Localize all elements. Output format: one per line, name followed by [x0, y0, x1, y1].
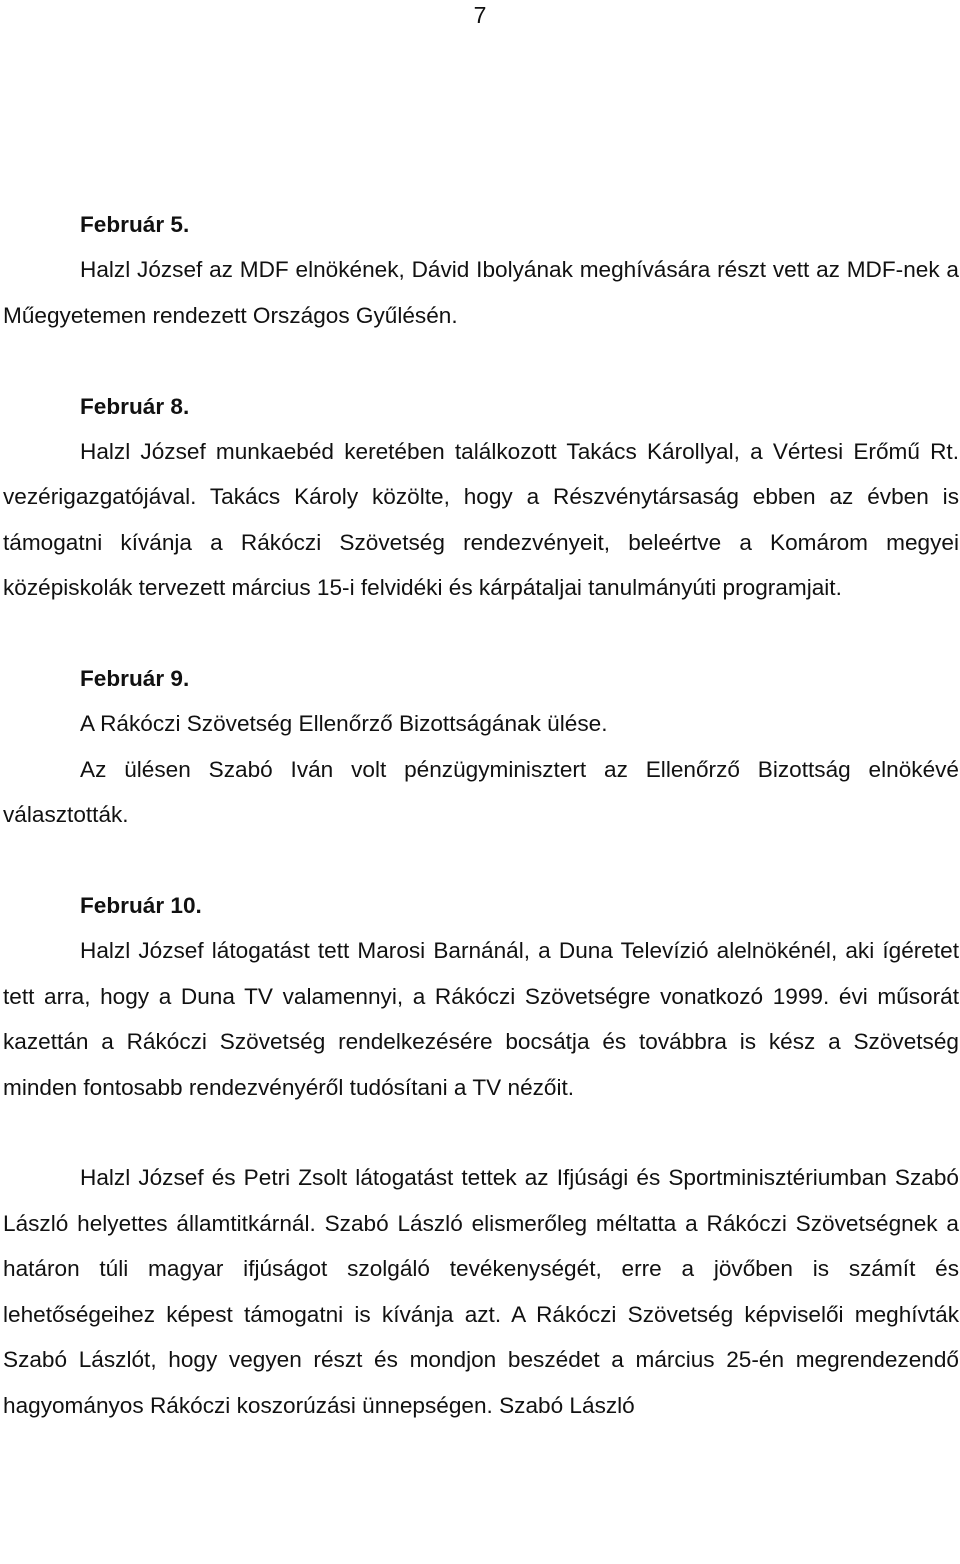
entry-date: Február 5. — [80, 212, 190, 237]
entry-feb-5 — [3, 202, 959, 338]
entry-paragraph: Az ülésen Szabó Iván volt pénzügyminisztert az Ellenőrző Bizottság elnökévé választották. — [3, 756, 959, 828]
entry-date: Február 9. — [80, 666, 190, 692]
entry-feb-8 — [3, 384, 959, 611]
entry-paragraph: Halzl József az MDF elnökének, Dávid Ibolyának meghívására részt vett az MDF-nek a Műegyetemen rendezett Országos Gyűlésén. — [3, 257, 959, 328]
entry-paragraph: A Rákóczi Szövetség Ellenőrző Bizottságának ülése. — [80, 711, 608, 737]
document-body — [3, 202, 959, 1473]
entry-paragraph: Halzl József munkaebéd keretében találkozott Takács Károllyal, a Vértesi Erőmű Rt. vezérigazgatójával. Takács Károly közölte, hogy a Részvénytársaság ebben az évben is támogatni kívánja a Rákóczi Szövetség rendezvényeit, beleértve a Komárom megyei középiskolák tervezett március 15-i felvidéki és kárpátaljai tanulmányúti programjait. — [3, 439, 959, 601]
entry-feb-10-continued — [3, 1155, 959, 1427]
entry-feb-10 — [3, 883, 959, 1110]
entry-date: Február 10. — [80, 893, 202, 919]
entry-paragraph: Halzl József és Petri Zsolt látogatást tettek az Ifjúsági és Sportminisztériumban Szabó László helyettes államtitkárnál. Szabó László elismerőleg méltatta a Rákóczi Szövetségnek a határon túli magyar ifjúságot szolgáló tevékenységét, erre a jövőben is számít és lehetőségeihez képest támogatni is kívánja azt. A Rákóczi Szövetség képviselői meghívták Szabó Lászlót, hogy vegyen részt és mondjon beszédet a március 25-én megrendezendő hagyományos Rákóczi koszorúzási ünnepségen. Szabó László — [3, 1165, 959, 1418]
entry-date: Február 8. — [80, 393, 190, 419]
entry-paragraph: Halzl József látogatást tett Marosi Barnánál, a Duna Televízió alelnökénél, aki ígéretet tett arra, hogy a Duna TV valamennyi, a Rákóczi Szövetségre vonatkozó 1999. évi műsorát kazettán a Rákóczi Szövetség rendelkezésére bocsátja és továbbra is kész a Szövetség minden fontosabb rendezvényéről tudósítani a TV nézőit. — [3, 938, 959, 1100]
entry-feb-9 — [3, 656, 959, 838]
page-number: 7 — [473, 2, 487, 28]
